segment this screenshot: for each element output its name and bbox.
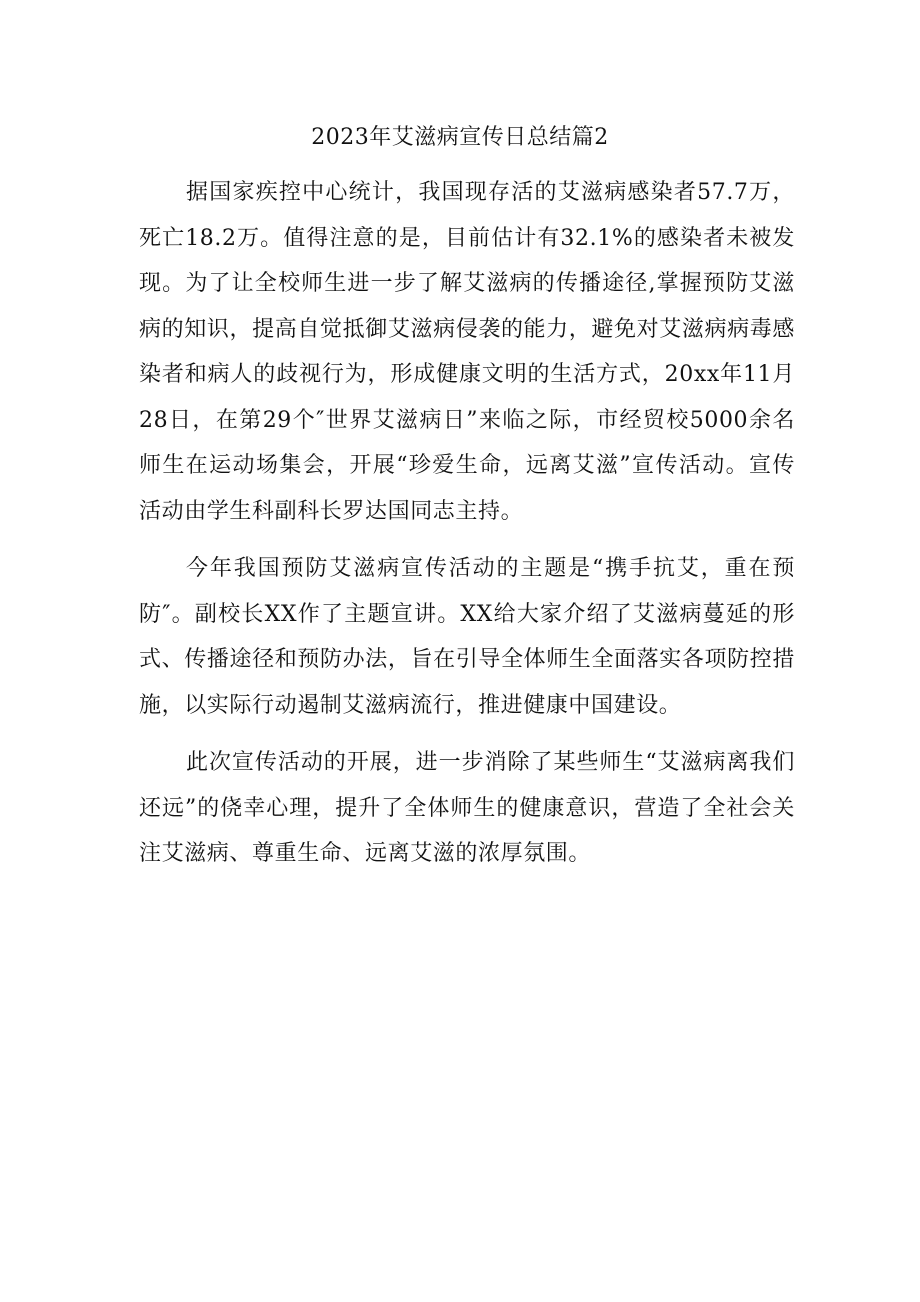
- paragraph-statistics: 据国家疾控中心统计，我国现存活的艾滋病感染者57.7万，死亡18.2万。值得注意的是，目前估计有32.1%的感染者未被发现。为了让全校师生进一步了解艾滋病的传播途径,掌握预防艾滋病的知识，提高自觉抵御艾滋病侵袭的能力，避免对艾滋病病毒感染者和病人的歧视行为，形成健康文明的生活方式，20xx年11月28日，在第29个″世界艾滋病日”来临之际，市经贸校5000余名师生在运动场集会，开展“珍爱生命，远离艾滋”宣传活动。宣传活动由学生科副科长罗达国同志主持。: [139, 180, 795, 524]
- document-body: [139, 170, 795, 877]
- paragraph-conclusion: 此次宣传活动的开展，进一步消除了某些师生“艾滋病离我们还远”的侥幸心理，提升了全体师生的健康意识，营造了全社会关注艾滋病、尊重生命、远离艾滋的浓厚氛围。: [139, 750, 795, 866]
- document-title: 2023年艾滋病宣传日总结篇2: [311, 125, 609, 150]
- paragraph-theme: 今年我国预防艾滋病宣传活动的主题是“携手抗艾，重在预防″。副校长XX作了主题宣讲。XX给大家介绍了艾滋病蔓延的形式、传播途径和预防办法，旨在引导全体师生全面落实各项防控措施，以实际行动遏制艾滋病流行，推进健康中国建设。: [139, 556, 795, 718]
